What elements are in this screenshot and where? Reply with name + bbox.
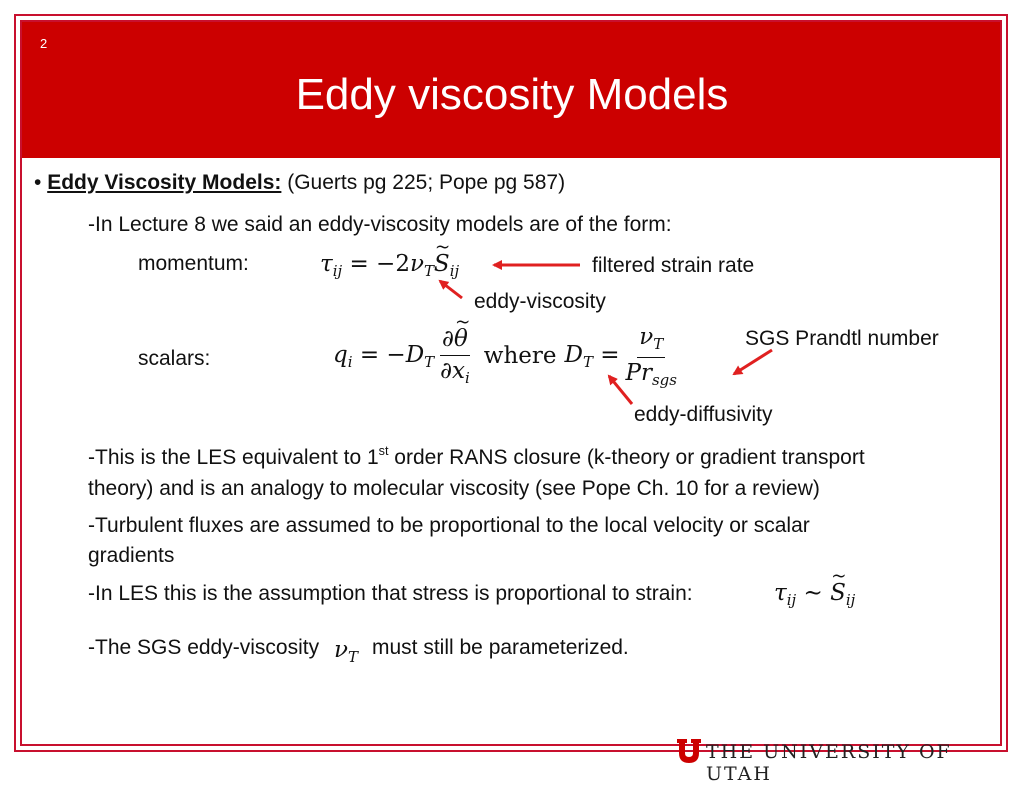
momentum-label: momentum: — [138, 252, 249, 275]
university-u-logo-icon — [676, 738, 702, 764]
bullet-reference: (Guerts pg 225; Pope pg 587) — [287, 171, 566, 194]
les-line1-pre: -This is the LES equivalent to 1 — [88, 445, 379, 469]
stress-strain-equation: $\tau_{ij}$ ∼ ~ $S_{ij}$ — [774, 580, 855, 610]
slide-title: Eddy viscosity Models — [295, 70, 729, 119]
annotation-sgs-prandtl-number: SGS Prandtl number — [745, 327, 939, 350]
les-equivalent-line-1 — [88, 444, 865, 470]
slide-number: 2 — [40, 36, 48, 51]
arrow-sgs-prandtl — [734, 350, 772, 374]
stress-strain-line: -In LES this is the assumption that stress is proportional to strain: — [88, 582, 693, 605]
nu-t-symbol: $\nu_T$ — [334, 637, 358, 667]
arrow-eddy-diffusivity — [609, 376, 632, 404]
intro-line: -In Lecture 8 we said an eddy-viscosity models are of the form: — [88, 213, 672, 236]
turbulent-fluxes-line-2: gradients — [88, 544, 175, 567]
where-word: where — [483, 343, 557, 370]
les-equivalent-line-2: theory) and is an analogy to molecular viscosity (see Pope Ch. 10 for a review) — [88, 477, 820, 500]
momentum-equation: $\tau_{ij}$ = $-2\nu_T\sim$ $S_{ij}$ — [320, 251, 459, 281]
annotation-filtered-strain-rate: filtered strain rate — [592, 254, 755, 277]
bullet-dot: • — [34, 171, 42, 194]
arrow-eddy-viscosity — [440, 281, 462, 298]
les-line1-post: order RANS closure (k-theory or gradient transport — [388, 445, 865, 469]
les-line1-sup: st — [378, 444, 389, 458]
scalar-equation: $q_i = -D_T$ $\frac{\partial\sim \theta}{\partial x_i}$ where $D_T$ = $\frac{\nu_T}{Pr_{sgs}}$ — [333, 322, 683, 392]
scalars-label: scalars: — [138, 347, 211, 370]
annotation-eddy-viscosity: eddy-viscosity — [474, 290, 606, 313]
university-name: THE UNIVERSITY OF UTAH — [706, 741, 952, 785]
turbulent-fluxes-line-1: -Turbulent fluxes are assumed to be proportional to the local velocity or scalar — [88, 514, 810, 537]
sgs-line-post: must still be parameterized. — [372, 636, 629, 659]
sgs-line-pre: -The SGS eddy-viscosity — [88, 636, 320, 659]
annotation-eddy-diffusivity: eddy-diffusivity — [634, 403, 773, 426]
bullet-heading: Eddy Viscosity Models: — [47, 171, 282, 194]
